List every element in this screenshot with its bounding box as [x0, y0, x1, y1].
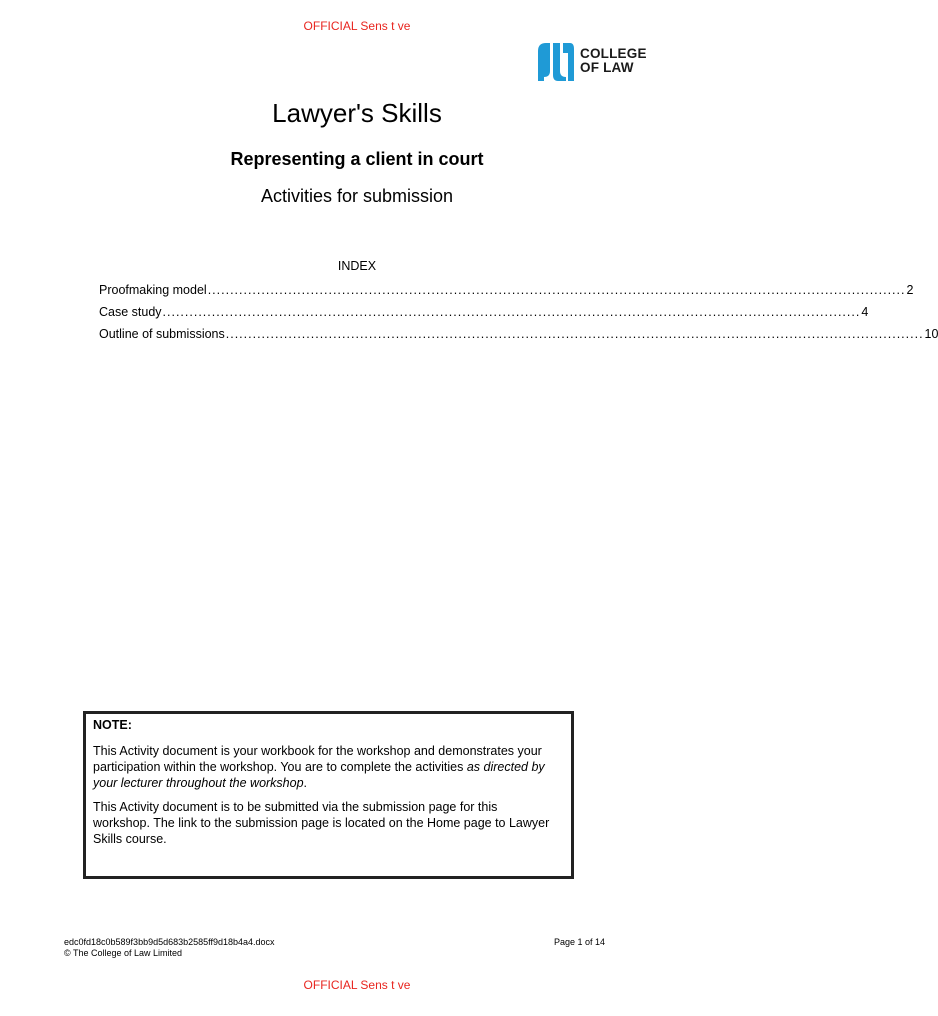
footer-page-number: Page 1 of 14	[554, 937, 606, 947]
toc-entry-page: 2	[906, 283, 914, 297]
footer-left	[64, 937, 275, 959]
note-p1-text: This Activity document is your workbook for the workshop and demonstrates your participation within the workshop. You are to complete the activities	[93, 744, 542, 774]
toc-entry-label: Outline of submissions	[99, 327, 225, 341]
note-box	[83, 711, 574, 879]
note-paragraph-1	[93, 743, 553, 791]
toc-entry-label: Case study	[99, 305, 162, 319]
toc-leader: ............................................................................................................................................................	[225, 327, 924, 341]
classification-header: OFFICIAL Sens t ve	[303, 19, 411, 33]
logo-line-2: OF LAW	[580, 60, 634, 75]
logo-mark-icon	[536, 41, 576, 83]
toc-entry-page: 10	[924, 327, 938, 341]
toc-entry[interactable]	[99, 283, 914, 305]
note-paragraph-2: This Activity document is to be submitted via the submission page for this workshop. The link to the submission page is located on the Home page to Lawyer Skills course.	[93, 800, 550, 846]
note-p1-end: .	[303, 776, 308, 790]
college-of-law-logo	[536, 41, 656, 83]
footer-copyright: © The College of Law Limited	[64, 948, 183, 958]
classification-footer: OFFICIAL Sens t ve	[303, 978, 411, 992]
toc-leader: ............................................................................................................................................................	[162, 305, 861, 319]
index-heading: INDEX	[337, 259, 377, 273]
footer-filename: edc0fd18c0b589f3bb9d5d683b2585ff9d18b4a4.docx	[64, 937, 275, 947]
table-of-contents	[99, 283, 938, 349]
toc-entry[interactable]	[99, 327, 938, 349]
document-subtitle: Representing a client in court	[230, 149, 484, 169]
toc-entry-page: 4	[861, 305, 869, 319]
document-subtitle-secondary: Activities for submission	[260, 186, 454, 206]
logo-line-1: COLLEGE	[580, 46, 647, 61]
note-title: NOTE:	[93, 718, 132, 732]
toc-entry[interactable]	[99, 305, 869, 327]
toc-leader: ............................................................................................................................................................	[207, 283, 906, 297]
logo-wordmark	[580, 47, 647, 75]
note-p1-italic: as directed by your lecturer throughout the workshop	[93, 760, 545, 790]
document-title: Lawyer's Skills	[272, 98, 442, 128]
toc-entry-label: Proofmaking model	[99, 283, 207, 297]
